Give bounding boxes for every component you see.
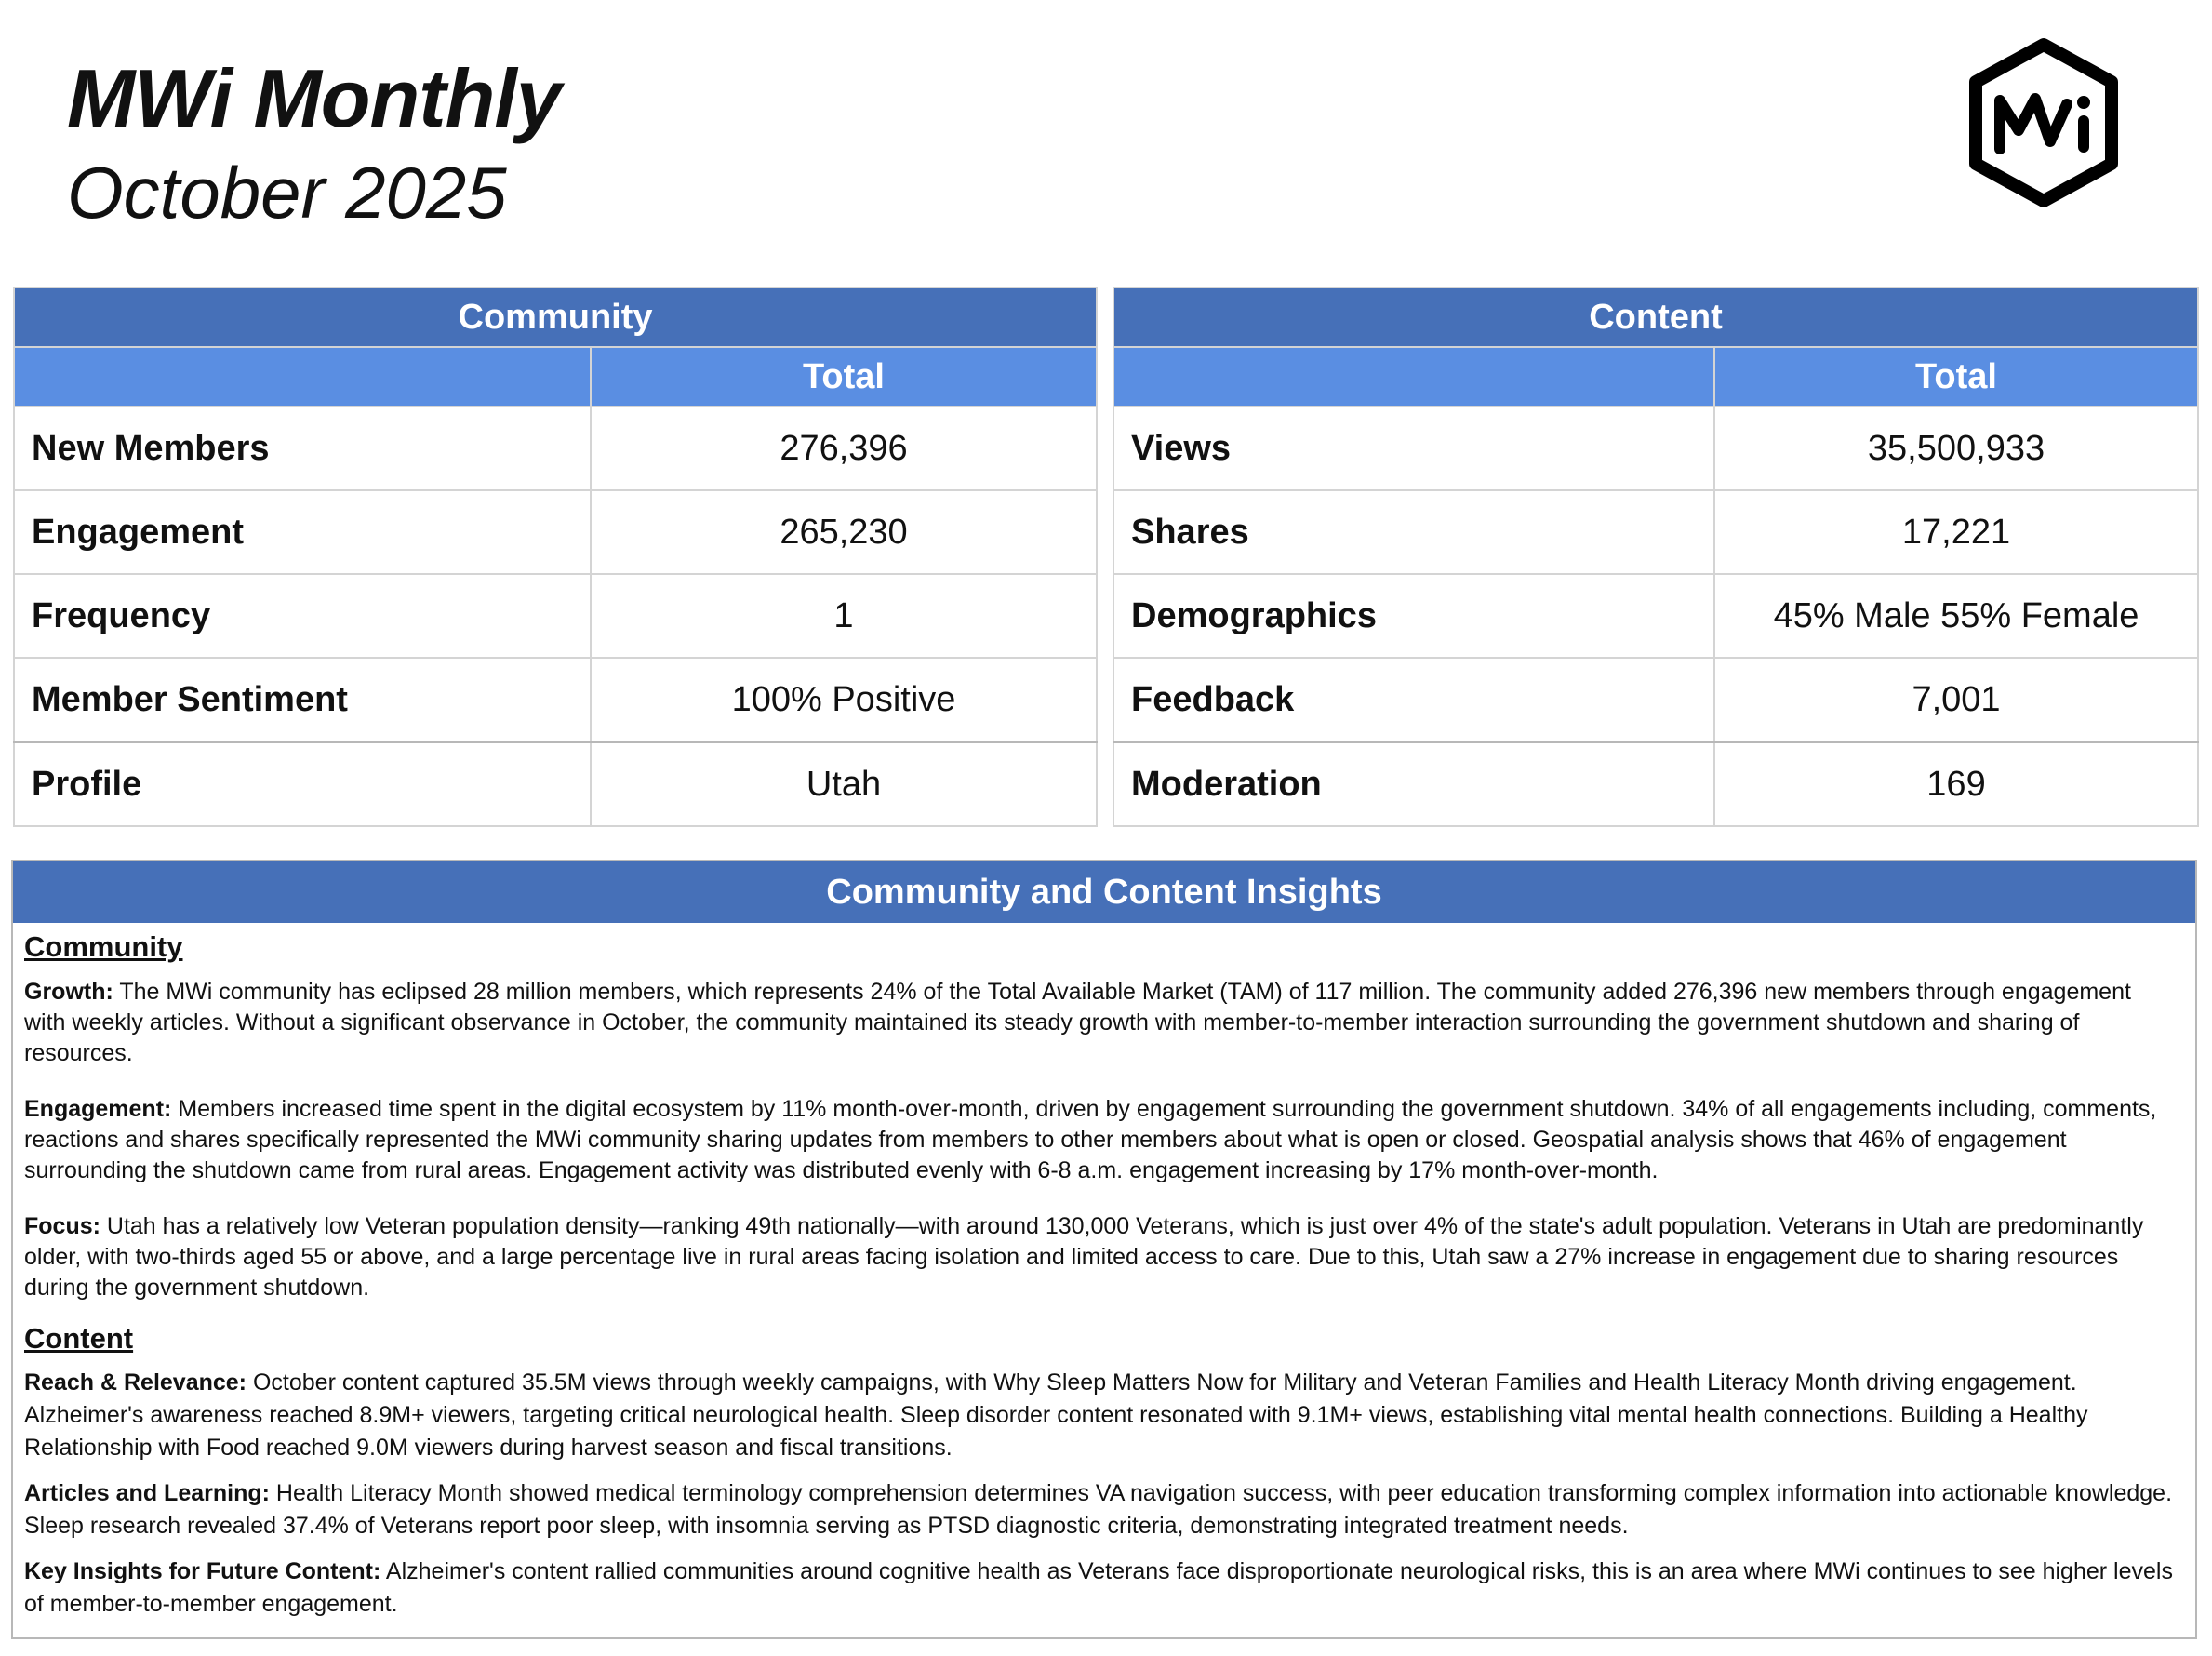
table-row	[14, 742, 1097, 827]
row-label: Feedback	[1113, 658, 1714, 742]
engagement-paragraph	[24, 1094, 2179, 1186]
page-subtitle: October 2025	[67, 152, 507, 234]
table-row	[14, 407, 1097, 490]
paragraph-label: Focus:	[24, 1213, 100, 1239]
paragraph-label: Reach & Relevance:	[24, 1369, 247, 1396]
content-section-heading: Content	[24, 1322, 134, 1355]
row-value: 100% Positive	[591, 658, 1097, 742]
row-label: Profile	[14, 742, 591, 827]
row-value: 1	[591, 574, 1097, 658]
key-insights-paragraph	[24, 1556, 2179, 1621]
community-section-heading: Community	[24, 930, 183, 963]
row-value: 276,396	[591, 407, 1097, 490]
community-table	[13, 287, 1098, 827]
row-label: Engagement	[14, 490, 591, 574]
row-label: Member Sentiment	[14, 658, 591, 742]
content-table-total-header: Total	[1714, 347, 2198, 407]
table-row	[1113, 742, 2198, 827]
paragraph-text: Health Literacy Month showed medical terminology comprehension determines VA navigation success, with peer education transforming complex information into actionable knowledge. Sleep research revealed 37.4% of Veterans report poor sleep, with insomnia serving as PTSD diagnostic criteria, demonstrating integrated treatment needs.	[24, 1480, 2173, 1539]
insights-title: Community and Content Insights	[13, 861, 2195, 923]
paragraph-label: Growth:	[24, 979, 113, 1005]
mwi-logo-icon	[1965, 37, 2123, 208]
row-value: 7,001	[1714, 658, 2198, 742]
community-table-total-header: Total	[591, 347, 1097, 407]
insights-body	[13, 923, 2195, 1621]
table-row	[14, 658, 1097, 742]
row-value: 17,221	[1714, 490, 2198, 574]
row-value: 45% Male 55% Female	[1714, 574, 2198, 658]
table-row	[14, 490, 1097, 574]
content-table	[1113, 287, 2199, 827]
paragraph-text: Utah has a relatively low Veteran population density—ranking 49th nationally—with around 130,000 Veterans, which is just over 4% of the state's adult population. Veterans in Utah are predominantly older, with two-thirds aged 55 or above, and a large percentage live in rural areas facing isolation and limited access to care. Due to this, Utah saw a 27% increase in engagement due to sharing resources during the government shutdown.	[24, 1213, 2144, 1301]
paragraph-label: Key Insights for Future Content:	[24, 1558, 381, 1584]
row-label: New Members	[14, 407, 591, 490]
table-row	[1113, 658, 2198, 742]
articles-learning-paragraph	[24, 1477, 2179, 1542]
reach-relevance-paragraph	[24, 1367, 2179, 1464]
paragraph-text: Alzheimer's content rallied communities around cognitive health as Veterans face disproportionate neurological risks, this is an area where MWi continues to see higher levels of member-to-member engagement.	[24, 1558, 2173, 1617]
table-row	[1113, 407, 2198, 490]
row-value: 265,230	[591, 490, 1097, 574]
row-label: Views	[1113, 407, 1714, 490]
paragraph-label: Engagement:	[24, 1096, 172, 1122]
insights-panel	[11, 860, 2197, 1639]
row-label: Demographics	[1113, 574, 1714, 658]
growth-paragraph	[24, 977, 2179, 1069]
community-table-label-header	[14, 347, 591, 407]
table-row	[1113, 490, 2198, 574]
row-value: 169	[1714, 742, 2198, 827]
table-row	[14, 574, 1097, 658]
community-table-title: Community	[14, 287, 1097, 347]
focus-paragraph	[24, 1211, 2179, 1303]
paragraph-text: Members increased time spent in the digital ecosystem by 11% month-over-month, driven by engagement surrounding the government shutdown. 34% of all engagements including, comments, reactions and shares specifically represented the MWi community sharing updates from members to other members about what is open or closed. Geospatial analysis shows that 46% of engagement surrounding the shutdown came from rural areas. Engagement activity was distributed evenly with 6-8 a.m. engagement increasing by 17% month-over-month.	[24, 1096, 2157, 1183]
row-label: Moderation	[1113, 742, 1714, 827]
paragraph-text: October content captured 35.5M views through weekly campaigns, with Why Sleep Matters Now for Military and Veteran Families and Health Literacy Month driving engagement. Alzheimer's awareness reached 8.9M+ viewers, targeting critical neurological health. Sleep disorder content resonated with 9.1M+ views, establishing vital mental health connections. Building a Healthy Relationship with Food reached 9.0M viewers during harvest season and fiscal transitions.	[24, 1369, 2088, 1461]
content-table-title: Content	[1113, 287, 2198, 347]
row-label: Frequency	[14, 574, 591, 658]
page-title: MWi Monthly	[67, 52, 561, 144]
paragraph-label: Articles and Learning:	[24, 1480, 270, 1506]
content-table-label-header	[1113, 347, 1714, 407]
row-value: Utah	[591, 742, 1097, 827]
paragraph-text: The MWi community has eclipsed 28 million members, which represents 24% of the Total Available Market (TAM) of 117 million. The community added 276,396 new members through engagement with weekly articles. Without a significant observance in October, the community maintained its steady growth with member-to-member interaction surrounding the government shutdown and sharing of resources.	[24, 979, 2131, 1066]
table-row	[1113, 574, 2198, 658]
row-value: 35,500,933	[1714, 407, 2198, 490]
row-label: Shares	[1113, 490, 1714, 574]
